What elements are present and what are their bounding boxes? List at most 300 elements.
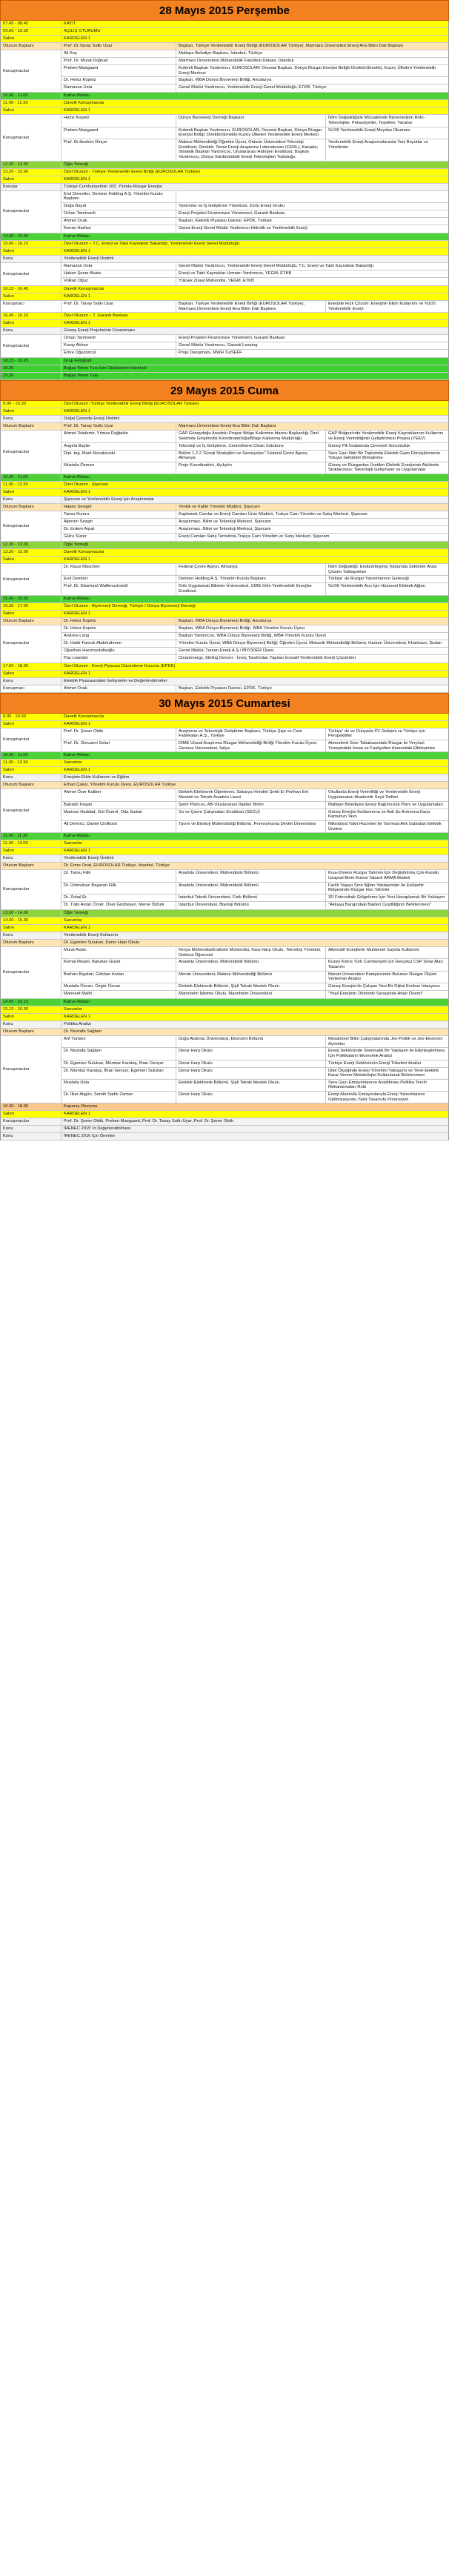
cell: Dipl.-Ing. Mark Novakovski xyxy=(61,451,176,462)
cell: Elektrik Elektronik Bölümü, Şişli Teknik Meslek Okulu xyxy=(176,1080,326,1091)
cell: 10.30 - 11.00 xyxy=(1,474,61,481)
cell: Tavım ve Biyoloji Mühendisliği Bölümü, Pennsylvania Devlet Üniversitesi xyxy=(176,821,326,832)
program-row xyxy=(0,863,449,870)
program-row xyxy=(0,21,449,28)
cell: Sunumlar xyxy=(64,1006,82,1012)
program-row xyxy=(0,752,449,760)
speaker-group xyxy=(0,564,449,596)
cell: Özel Oturum – T.C. Enerji ve Tabii Kaynaklar Bakanlığı, Yenilenebilir Enerji Genel Müdürlüğü xyxy=(64,241,239,246)
program-row xyxy=(0,162,449,169)
cell: Enerjinin Etkin Kullanımı ve Eğitim xyxy=(64,775,130,780)
cell: Kahve Molası xyxy=(64,834,90,839)
cell: Enerji ve Tabii Kaynaklar Uzmanı Yardımcısı, YEGM, ETKB xyxy=(179,270,292,276)
program-row xyxy=(0,497,449,504)
group-label: Konuşmacılar xyxy=(1,191,61,233)
program-row xyxy=(0,504,449,511)
cell: Tansu Kumru xyxy=(61,511,176,518)
cell: Bölüm 1.2.2 "Enerji Stratejileri ve Senaryoları" Federal Çevre Ajansı, Almanya xyxy=(176,451,326,462)
cell: Erhan Çakar, Yönetim Kurulu Üyesi, EUROSOLAR Türkiye xyxy=(64,783,176,788)
speaker-row xyxy=(61,443,448,451)
group-label: Konuşmacılar xyxy=(1,511,61,541)
cell: 16.45 - 16.15 xyxy=(1,313,61,319)
cell: KARDELEN 1 xyxy=(64,768,91,773)
cell: "Akkaya Barajındaki Bakteri Çeşitliliğinin Belirlenmesi" xyxy=(328,902,431,907)
cell: Kaplamalı Camlar ve Enerji Camları Ürün Müdürü, Trakya Cam Yönetim ve Satış Merkezi, Şişecam xyxy=(179,512,367,517)
cell: 15.15 - 16.30 xyxy=(1,1006,61,1013)
cell: Köln Uygulamalı Bilimler Üniversitesi, CIRE Köln Yenilenebilir Enerjiler Enstitüsü xyxy=(176,583,326,594)
group-body xyxy=(61,191,448,233)
group-label: Konuşmacılar xyxy=(1,625,61,663)
cell: Dr. Tansu Filik xyxy=(61,870,176,881)
cell: Güneş Enerjisi Kullanımına ve Atık Su Arıtımına Karşı Kamunun Tavrı xyxy=(328,809,432,820)
cell: Konu xyxy=(1,256,61,262)
program-row xyxy=(0,373,449,380)
program-row xyxy=(0,408,449,416)
cell: Ali Koç xyxy=(61,50,176,57)
cell: KARDELEN 1 xyxy=(64,490,91,495)
cell: Erol Dereniler, Demirer Holding A.Ş. Yönetim Kurulu Başkanı xyxy=(61,191,176,202)
speaker-row xyxy=(61,462,448,474)
cell: %100 Yenilenebilir Arzı İçin Hücresel Elektrik Ağları xyxy=(328,584,426,589)
cell: AÇILIŞ OTURUMU xyxy=(64,29,101,33)
conference-program xyxy=(0,0,449,1141)
cell: Yenilenebilir Enerji Üretimi xyxy=(64,856,114,861)
cell: Boğaz Tekne Turu xyxy=(64,374,99,379)
cell: Enerjide Hızlı Çözüm: Enerjinin Etkin Kullanımı ve %100 Yenilenebilir Enerji xyxy=(328,301,437,311)
cell: Alternatif Enerjilerin Muhtemel Sayıda Kullanımı xyxy=(328,947,419,952)
cell: Salon xyxy=(1,925,61,932)
cell: Yenilenebilir Enerji Araştırmalarında Yeni Boyutlar ve Yönelimler xyxy=(328,139,430,150)
cell: Kahve Molası xyxy=(64,753,90,758)
cell: GAP Bölgesi'nde Yenilenebilir Enerji Kaynaklarının Kullanımı ve Enerji Verimliliğinin Geliştirilmesi Projesi (YEEV) xyxy=(328,431,445,441)
cell: KARDELEN 1 xyxy=(64,176,91,182)
cell: Başkan, WBA Dünya Biyoenerji Birliği, WBA Yönetim Kurulu Üyesi xyxy=(179,625,305,631)
cell: Güneş Enerji Projelerinin Finansmanı xyxy=(64,328,136,333)
group-label: Konuşmacılar xyxy=(1,50,61,92)
speaker-group xyxy=(0,789,449,833)
group-body xyxy=(61,431,448,474)
group-body xyxy=(61,728,448,752)
speaker-row xyxy=(61,342,448,350)
cell: Dr. Egemen Sulukan, Mümtaz Karataş, İlhan Gençer xyxy=(61,1060,176,1067)
cell: Araştırma ve Teknolojik Geliştirme Başkanı, Türkiye Şişe ve Cam Fabrikaları A.Ş., Türkiye xyxy=(176,728,326,740)
program-row xyxy=(0,549,449,557)
program-row xyxy=(0,833,449,840)
speaker-row xyxy=(61,50,448,58)
cell: Ahmet Ocak xyxy=(61,686,176,692)
speaker-row xyxy=(61,139,448,161)
group-body xyxy=(61,511,448,541)
cell: Öğle Yemeği xyxy=(64,910,88,915)
day-section xyxy=(0,380,449,693)
cell: Enerji Projeleri Finansmanı Yönetmeni, Garanti Bankası xyxy=(179,210,285,216)
cell: Mersin Üniversitesi Kampüsünde Bulunan Rüzgar Ölçüm Verilerinin Analizi xyxy=(328,972,438,982)
speaker-group xyxy=(0,625,449,663)
cell: Salon xyxy=(1,721,61,728)
cell: KARDELEN 1 xyxy=(64,293,91,299)
speaker-row xyxy=(61,655,448,663)
speaker-row xyxy=(61,648,448,655)
cell: Konu xyxy=(1,497,61,503)
speaker-row xyxy=(61,802,448,809)
cell: Marmara Üniversitesi Mühendislik Fakültesi Dekanı, İstanbul xyxy=(179,59,294,63)
cell: Sunumlar xyxy=(64,760,82,766)
program-row xyxy=(0,774,449,782)
cell: Murat Aslan xyxy=(61,947,176,958)
cell: Ahmet Ocak xyxy=(61,218,176,225)
speaker-row xyxy=(61,511,448,519)
cell: Başkan, Türkiye Yenilenebilir Enerji Birliği (EUROSOLAR Türkiye), Marmara Üniversitesi Enerji Ana Bilim Dalı Başkanı xyxy=(176,301,326,312)
speaker-row xyxy=(61,58,448,65)
cell: Federal Çevre Ajansı, Almanya xyxy=(176,564,326,575)
program-row xyxy=(0,1111,449,1118)
cell: Andrew Lang xyxy=(61,633,176,640)
cell: Konuşmacı xyxy=(1,301,61,312)
cell: Mustafa Özman xyxy=(61,462,176,474)
speaker-row xyxy=(61,625,448,633)
group-body xyxy=(61,50,448,92)
cell: Hakan Şener Akata xyxy=(61,270,176,277)
program-row xyxy=(0,848,449,855)
cell: Konular xyxy=(1,184,61,190)
group-body xyxy=(61,870,448,909)
cell: Kıdemli Başkan Yardımcısı, EUROSOLAR; Onursal Başkan, Dünya Rüzgar Enerjisi Birliği; Direktör(Emekli) Kuzey Ülkeleri Yenilenebilir Enerji Merkezi xyxy=(176,127,326,139)
cell: Kimya Mühendisi/Endüstri Mühendisi, Kara Harp Okulu, Teknoloji Yönetimi, Doktora Öğrencisi xyxy=(176,947,326,958)
cell: Doğal Çevrede Enerji Üretimi xyxy=(64,416,120,422)
cell: Proje Koordinatörü, Açıkyön xyxy=(176,462,326,474)
cell: 10.30 - 11.00 xyxy=(1,93,61,99)
cell: Emre Oğuzöncül xyxy=(61,350,176,357)
cell: Angela Bayler xyxy=(61,443,176,450)
cell: Yenilenebilir Enerji Üretimi xyxy=(64,256,114,261)
program-row xyxy=(0,1103,449,1111)
speaker-row xyxy=(61,526,448,534)
cell: Dr. Hadir Farouk Abdelrahmen xyxy=(61,640,176,647)
cell: KAYIT xyxy=(64,21,76,26)
cell: İklim Değişikliğiyle Mücadelede Biyoenerjinin Rolü - Teknolojiler, Potansiyeller, Teşvikler, Yararlar xyxy=(328,116,428,125)
cell: Maltepe Belediye Başkanı, İstanbul, Türkiye xyxy=(179,51,262,56)
cell: Yatırımlar ve İş Geliştirme Yöneticisi, Zorlu Enerji Grubu xyxy=(179,203,285,208)
cell: Proje Danışmanı, MWH TurSEFF xyxy=(179,351,242,356)
cell: Dr. Heinz Kopetz xyxy=(61,618,176,625)
cell: Dünya Biyoenerji Derneği Başkanı xyxy=(176,115,326,126)
program-row xyxy=(0,767,449,774)
cell: Kısa-Dönem Rüzgar Tahmini İçin Değiştirilmiş Çok-Kanallı Uzaysal Birim Küresi Tabanlı ARMA Modeli xyxy=(328,871,440,880)
cell: Konu xyxy=(1,855,61,862)
cell: Atmosferik Sınır Tabakasındaki Rüzgar ile Yeryüzü Yüzeyindeki İnsan ve Faaliyetleri Arasındaki Etkileşimler xyxy=(328,741,436,751)
cell: Şişecam ve Yenilenebilir Enerji için Araştırmalar xyxy=(64,497,155,502)
speaker-group xyxy=(0,728,449,753)
group-label: Konuşmacılar xyxy=(1,115,61,160)
cell: Grup Fotoğrafı xyxy=(64,359,92,364)
cell: Kahve Molası xyxy=(64,596,90,601)
cell: 11.00 - 12.30 xyxy=(1,482,61,488)
program-row xyxy=(0,248,449,256)
group-label: Konuşmacılar xyxy=(1,335,61,357)
cell: Prof. Dr. Şener Oktik xyxy=(61,728,176,740)
cell: Yenilik ve Kalite Yönetim Müdürü, Şişecam xyxy=(179,505,260,510)
cell: Konu xyxy=(1,1021,61,1028)
cell: Deniz Harp Okulu xyxy=(176,1092,326,1103)
cell: Dr. İlker Akgün, Semih Sadık Zaman xyxy=(61,1092,176,1103)
speaker-row xyxy=(61,225,448,233)
cell: Türkiye Enerji Sektörünün Enerji Tüketimi Analizi xyxy=(328,1060,421,1066)
speaker-row xyxy=(61,972,448,983)
speaker-row xyxy=(61,1092,448,1103)
cell: 14.00 - 15.30 xyxy=(1,917,61,924)
speaker-row xyxy=(61,902,448,909)
cell: 13.20 - 15.00 xyxy=(1,169,61,176)
group-label: Konuşmacılar xyxy=(1,1036,61,1103)
cell: 11.00 - 12.30 xyxy=(1,100,61,107)
cell: İklim Değişikliği: Endüstrileşmiş Toplumda Sektörler Arası Çözüm Yaklaşımları xyxy=(328,565,439,574)
speaker-row xyxy=(61,270,448,278)
cell: Dr. Zuhal Er xyxy=(61,894,176,901)
cell: Prof. Dr. Tanay Sıdkı Uyar xyxy=(61,301,176,312)
program-row xyxy=(0,286,449,293)
program-row xyxy=(0,618,449,625)
speaker-row xyxy=(61,1068,448,1080)
speaker-row xyxy=(61,576,448,583)
cell: Özel Oturum - Enerji Piyasası Düzenleme Kurumu (EPDK) xyxy=(64,663,176,668)
cell: Oturum Başkanı xyxy=(1,618,61,625)
cell: Deniz Harp Okulu xyxy=(176,1060,326,1067)
speaker-row xyxy=(61,84,448,92)
cell: Prof. Dr. Eberhard Waffenschmidt xyxy=(61,583,176,594)
cell: Boğaz Tekne Turu İçin Otobüslerin Hareketi xyxy=(64,366,147,371)
speaker-row xyxy=(61,431,448,442)
cell: Salon xyxy=(1,408,61,415)
cell: Kahve Molası xyxy=(64,999,90,1004)
program-row xyxy=(0,611,449,618)
cell: 11.00 - 12.30 xyxy=(1,760,61,766)
day-header: 29 Mayıs 2015 Cuma xyxy=(0,380,449,401)
cell: Dr. Tülin Avtan Örnet, Öner Gözbeşen, Merve Öztürk xyxy=(61,902,176,909)
program-row xyxy=(0,233,449,241)
cell: Öğle Yemeği xyxy=(64,542,88,548)
cell: Sunumlar xyxy=(64,917,82,923)
program-row xyxy=(0,999,449,1006)
cell: Araştırmacı, Bilim ve Teknoloji Merkezi, Şişecam xyxy=(179,519,271,525)
cell: Şehir Plancısı, AB-Uluslararası İlişkiler Birimi xyxy=(176,802,326,809)
cell: KARDELEN 1 xyxy=(64,557,91,562)
program-row xyxy=(0,36,449,43)
cell: 9.00 - 10.30 xyxy=(1,401,61,408)
cell: Davetli Konuşmacılar xyxy=(64,714,104,719)
speaker-row xyxy=(61,451,448,462)
cell: Mustafa Özcan, Özgür Özcan xyxy=(61,983,176,990)
cell: Oturum Başkanı xyxy=(1,1029,61,1035)
cell: 09.00 - 10.30 xyxy=(1,28,61,35)
group-body xyxy=(61,1036,448,1103)
cell: Gülru Süzer xyxy=(61,534,176,541)
day-header: 30 Mayıs 2015 Cumartesi xyxy=(0,693,449,714)
cell: Salon xyxy=(1,611,61,617)
cell: 11.00 - 11.30 xyxy=(1,833,61,840)
speaker-row xyxy=(61,1060,448,1068)
cell: Salon xyxy=(1,248,61,255)
group-label: Konuşmacılar xyxy=(1,947,61,998)
cell: 13.00 - 14.00 xyxy=(1,910,61,917)
cell: Özel Oturum – T. Garanti Bankası xyxy=(64,313,128,319)
cell: Ali Demirci, Daniel Civilkosti xyxy=(61,821,176,832)
cell: Türkiye' de ve Dünyada PV Gelişimi ve Türkiye için Perspektifler xyxy=(328,728,427,739)
program-row xyxy=(0,760,449,767)
cell: Anadolu Üniversitesi, Mühendislik Bölümü xyxy=(176,883,326,894)
program-row xyxy=(0,686,449,693)
cell: Salon xyxy=(1,489,61,496)
program-row xyxy=(0,542,449,549)
cell: 18.15 - 18.25 xyxy=(1,358,61,365)
group-body xyxy=(61,789,448,832)
program-row xyxy=(0,28,449,36)
cell: Salon xyxy=(1,848,61,854)
cell: İstanbul Üniversitesi, Biyoloji Bölümü xyxy=(176,902,326,909)
program-row xyxy=(0,671,449,678)
speaker-group xyxy=(0,431,449,474)
program-row xyxy=(0,100,449,107)
cell: 11.30 - 13.00 xyxy=(1,840,61,847)
cell: Güneş Enerjisi ile Çalışan Yeni Bir Dijital Evrilme İstasyonu xyxy=(328,983,440,989)
cell: Konu xyxy=(1,774,61,781)
program-row xyxy=(0,328,449,335)
cell: Teknoloji ve İş Geliştirme, Centrotherm Clean Solutions xyxy=(176,443,326,450)
speaker-row xyxy=(61,263,448,270)
speaker-row xyxy=(61,278,448,285)
program-row xyxy=(0,313,449,320)
cell: Orhan Tanriverdi xyxy=(61,335,176,342)
cell: Genel Müdür Yardımcısı, Yenilenebilir Enerji Genel Müdürlüğü, T.C. Enerji ve Tabii Kaynaklar Bakanlığı xyxy=(179,263,374,268)
cell: DIME Ulusal Araştırma Rüzgar Mühendisliği Birliği Yönetim Kurulu Üyesi, Genova Üniversitesi, İtalya xyxy=(176,740,326,751)
cell: İstanbul Teknik Üniversitesi, Fizik Bölümü xyxy=(176,894,326,901)
program-row xyxy=(0,932,449,940)
cell: Ulke Ölçeğinde Enerji Yönetimi Yaklaşımı ve Yerel Elektrik Karar Verme Metodolojisi Kullanılarak Belirlenmesi xyxy=(328,1068,440,1078)
cell: KARDELEN 1 xyxy=(64,849,91,854)
group-label: Konuşmacılar xyxy=(1,870,61,909)
cell: 15.00 - 15.30 xyxy=(1,596,61,602)
cell: Başkan, Elektrik Piyasası Dairesi, EPDK, Türkiye xyxy=(179,218,272,223)
cell: Davetli Konuşmacılar xyxy=(64,101,104,106)
speaker-row xyxy=(61,583,448,594)
cell: Makine Mühendisliği Öğretim Üyesi, Ontario Üniversitesi Teknoloji Enstitüsü; Direktör, Temiz Enerji Araştırma Laboratuvarı (CERL); Kanada; Stratejik Başkan Yardımcısı, Uluslararası Hidrojen Enstitüsü; Başkan Yardımcısı, Dünya Sürdürülebilir Enerji Teknolojileri Topluluğu xyxy=(176,139,326,161)
speaker-row xyxy=(61,959,448,971)
speaker-row xyxy=(61,1036,448,1048)
cell: Demirer Holding A.Ş. Yönetim Kurulu Başkanı xyxy=(176,576,326,582)
speaker-row xyxy=(61,821,448,832)
cell: 18.30 xyxy=(1,365,61,372)
cell: Oturum Başkanı xyxy=(1,43,61,50)
cell: Yönetim Kurulu Üyesi, WBA Dünya Biyoenerji Birliği; Öğretim Üyesi, Mekanik Mühendisliği Bölümü, Hartum Üniversitesi, Khartoum, Sudan xyxy=(179,640,442,645)
cell: Kuzey Kıbrıs Türk Cumhuriyeti için Gerçekçi CSP Solar Alan Tasarımı xyxy=(328,960,445,969)
program-row xyxy=(0,241,449,248)
speaker-row xyxy=(61,947,448,959)
cell: Enerji Projeleri Finansmanı Yönetmeni, Garanti Bankası xyxy=(179,336,285,341)
program-row xyxy=(0,358,449,365)
cell: 12.30 - 13.30 xyxy=(1,542,61,548)
cell: Bahadır Keşan xyxy=(61,802,176,809)
program-row xyxy=(0,940,449,947)
cell: Kapanış Oturumu xyxy=(64,1104,98,1109)
cell: KARDELEN 1 xyxy=(64,36,91,41)
program-row xyxy=(0,917,449,925)
program-row xyxy=(0,169,449,176)
cell: Araştırmacı, Bilim ve Teknoloji Merkezi, Şişecam xyxy=(179,527,271,532)
cell: KARDELEN 1 xyxy=(64,721,91,726)
cell: Özel Oturum -Türkiye Yenilenebilir Enerji Birliği (EUROSOLAR Türkiye) xyxy=(64,402,199,407)
cell: Dr. Klaus Müschen xyxy=(61,564,176,575)
cell: Volkan Oğuz xyxy=(61,278,176,285)
cell: Başkan, WBA Dünya Biyoenerji Birliği, Avusturya xyxy=(179,618,272,623)
cell: Preben Maegaard xyxy=(61,127,176,139)
cell: Elektrik-Elektronik Öğretmeni, Sakarya Hendek Şehit Er Perihan Erk Mesleki ve Teknik Anadolu Lisesi xyxy=(176,789,326,800)
cell: Kahve Molası xyxy=(64,475,90,480)
cell: Paz Leander xyxy=(61,655,176,663)
cell: Dr. Mümtaz Karataş, İlhan Gençer, Egemen Sulukan xyxy=(61,1068,176,1079)
program-row xyxy=(0,1021,449,1029)
cell: Oturum Başkanı xyxy=(1,504,61,511)
speaker-group xyxy=(0,947,449,999)
cell: Prof. Dr. Tanay Sıdkı Uyar xyxy=(61,423,176,430)
cell: Yüksek Ziraat Mühendisi, YEGM, ETKB xyxy=(179,278,255,283)
cell: Hakan Sesigür xyxy=(61,504,176,511)
speaker-row xyxy=(61,728,448,740)
speaker-row xyxy=(61,633,448,640)
speaker-group xyxy=(0,870,449,910)
program-row xyxy=(0,43,449,50)
cell: Kıdemli Başkan Yardımcısı, EUROSOLAR/ Onursal Başkan, Dünya Rüzgar Enerjisi Birliği/ Direktör(Emekli), Kuzey Ülkeleri Yenilenebilir Enerji Merkezi xyxy=(179,66,438,76)
group-body xyxy=(61,115,448,160)
cell: 16.15 - 16.45 xyxy=(1,286,61,293)
group-body xyxy=(61,564,448,595)
cell: Salon xyxy=(1,320,61,327)
cell: Davetli Konuşmacılar xyxy=(64,286,104,291)
cell: Ahmet Özer Kaliber xyxy=(61,789,176,800)
cell: 15.00 - 16.15 xyxy=(1,241,61,248)
speaker-row xyxy=(61,218,448,225)
speaker-row xyxy=(61,870,448,882)
cell: Enerji Sektöründe Sistematik Bir Yaklaşım ile Etkinleştirilmesi İçin Politikaların Ekonomik Analizi xyxy=(328,1049,446,1058)
speaker-group xyxy=(0,191,449,233)
cell: Ramazan Usta xyxy=(61,84,176,92)
cell: Salon xyxy=(1,176,61,183)
cell: Oğuzhan Hacımustafaoğlu xyxy=(61,648,176,654)
program-row xyxy=(0,596,449,603)
cell: Konu xyxy=(1,678,61,685)
cell: Alperen Sezgin xyxy=(61,519,176,525)
cell: Elektrik Elektronik Bölümü, Şişli Teknik Meslek Okulu xyxy=(176,983,326,990)
cell: KARDELEN 1 xyxy=(64,1014,91,1019)
cell: 14.45 - 15.15 xyxy=(1,999,61,1006)
speaker-row xyxy=(61,809,448,821)
speaker-row xyxy=(61,991,448,998)
cell: Özel Oturum - Şişecam xyxy=(64,482,109,488)
cell: 14.30 - 15.00 xyxy=(1,233,61,240)
cell: Ahmet Tokdemir, Yılmaz Dağteki̇n xyxy=(61,431,176,442)
program-row xyxy=(0,925,449,932)
cell: Marmara Üniversitesi Enerji Ana Bilim Dalı Başkanı xyxy=(179,424,276,429)
group-label: Konuşmacılar xyxy=(1,728,61,752)
program-row xyxy=(0,855,449,863)
program-row xyxy=(0,1118,449,1126)
speaker-group xyxy=(0,511,449,542)
program-row xyxy=(0,401,449,408)
cell: Özel Oturum - Biyoenerji Derneği, Türkiye / Dünya Biyoenerji Derneği xyxy=(64,603,196,608)
cell: Oturum Başkanı xyxy=(1,423,61,430)
cell: KARDELEN 1 xyxy=(64,1112,91,1117)
cell: Mannheim İşletme Okulu, Mannheim Üniversitesi xyxy=(176,991,326,998)
speaker-row xyxy=(61,564,448,576)
program-row xyxy=(0,93,449,100)
